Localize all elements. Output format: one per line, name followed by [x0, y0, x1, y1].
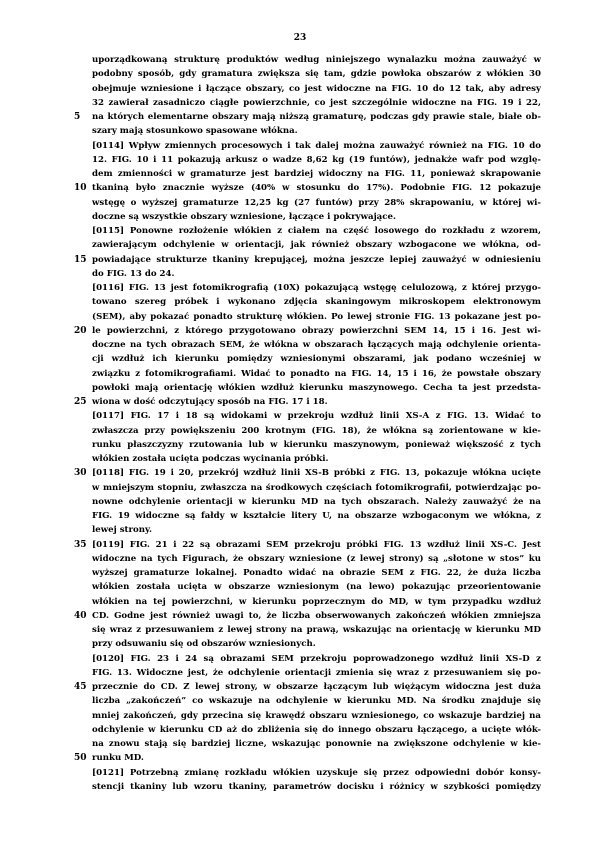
text-line: w mniejszym stopniu, zwłaszcza na środkowych częściach fotomikrografii, potwierdzając po-: [92, 482, 541, 493]
text-line: [0118] FIG. 19 i 20, przekrój wzdłuż linii XS-B próbki z FIG. 13, pokazuje włókna ucięte: [92, 468, 541, 479]
text-line: 32 zawierał zasadniczo ciągłe powierzchnie, co jest szczególnie widoczne na FIG. 19 i 22,: [92, 97, 541, 108]
text-line: wiona w dość odczytujący sposób na FIG. 17 i 18.: [92, 397, 328, 407]
text-line: [0116] FIG. 13 jest fotomikrografią (10X) pokazującą wstęgę celulozową, z której przygo-: [92, 283, 541, 293]
text-line: doczne na tych obrazach SEM, że włókna w obszarach łączących mają odchylenie orienta-: [92, 340, 541, 350]
line-number: 35: [74, 539, 87, 550]
line-number: 5: [74, 112, 81, 122]
text-line: CD. Godne jest również uwagi to, że liczba obserwowanych zakończeń włókien zmniejsza: [92, 610, 541, 621]
text-line: podobny sposób, gdy gramatura zwiększa się tam, gdzie powłoka obszarów z włókien 30: [92, 69, 541, 80]
text-line: towano szereg próbek i wykonano zdjęcia skaningowym mikroskopem elektronowym: [92, 297, 541, 308]
line-number: 20: [74, 325, 87, 336]
page-number: 23: [293, 33, 307, 43]
text-line: FIG. 19 widoczne są fałdy w kształcie litery U, na obszarze wzbogaconym we włókna, z: [92, 511, 541, 521]
text-line: mniej zakończeń, gdy przecina się krawędź obszaru wzniesionego, co wskazuje bardziej na: [92, 710, 541, 721]
text-line: widoczne na tych Figurach, że obszary wzniesione (z lewej strony) są „słotone w stos” ku: [92, 553, 541, 564]
text-line: runku płaszczyzny rzutowania lub w kierunku maszynowym, ponieważ większość z tych: [92, 439, 541, 450]
line-number: 15: [74, 254, 87, 265]
text-line: szary mają stosunkowo spasowane włókna.: [92, 126, 298, 137]
text-line: le powierzchni, z którego przygotowano obrazy powierzchni SEM 14, 15 i 16. Jest wi-: [92, 325, 541, 336]
text-line: uporządkowaną strukturę produktów według niniejszego wynalazku można zauważyć w: [92, 55, 541, 65]
text-line: zawierającym odchylenie w orientacji, jak również obszary wzbogacone we włókna, od-: [92, 240, 541, 251]
text-line: zwłaszcza przy powiększeniu 200 krotnym (FIG. 18), że włókna są zorientowane w kie-: [92, 425, 541, 436]
text-line: lewej strony.: [92, 525, 153, 536]
text-line: tkaniną było znacznie wyższe (40% w stosunku do 17%). Podobnie FIG. 12 pokazuje: [92, 183, 541, 194]
text-line: włókien na tej powierzchni, w kierunku poprzecznym do MD, w tym przypadku wzdłuż: [92, 596, 541, 607]
text-line: (SEM), aby pokazać ponadto strukturę włókien. Po lewej stronie FIG. 13 pokazane jest po-: [92, 311, 541, 322]
text-line: włókien została ucięta w obszarze wzniesionym (na lewo) pokazując przeorientowanie: [92, 582, 541, 593]
text-line: [0120] FIG. 23 i 24 są obrazami SEM przekroju poprowadzonego wzdłuż linii XS-D z: [92, 653, 541, 664]
text-line: przy odsuwaniu się od obszarów wzniesionych.: [92, 639, 316, 650]
text-line: powłoki mają orientację włókien wzdłuż kierunku maszynowego. Cecha ta jest przedsta-: [92, 382, 541, 393]
text-line: dem zmienności w gramaturze jest bardziej widoczny na FIG. 11, ponieważ skrapowanie: [92, 169, 541, 179]
line-number: 40: [74, 610, 87, 621]
text-line: się wraz z przesuwaniem z lewej strony na prawą, wskazując na orientację w kierunku MD: [92, 625, 541, 635]
text-line: na których elementarne obszary mają niższą gramaturę, podczas gdy prawie stale, białe ob-: [92, 112, 541, 122]
text-line: wstęgę o wyższej gramaturze 12,25 kg (27 funtów) przy 28% skrapowaniu, w której wi-: [92, 197, 541, 208]
text-line: włókien została ucięta podczas wycinania próbki.: [92, 454, 329, 464]
text-line: cji wzdłuż ich kierunku pomiędzy wzniesionymi obszarami, jak podano wcześniej w: [92, 354, 541, 365]
text-line: [0117] FIG. 17 i 18 są widokami w przekroju wzdłuż linii XS-A z FIG. 13. Widać to: [92, 411, 541, 422]
text-line: 12. FIG. 10 i 11 pokazują arkusz o wadze 8,62 kg (19 funtów), jednakże wafr pod wzglę-: [92, 154, 541, 165]
text-line: związku z fotomikrografiami. Widać to ponadto na FIG. 14, 15 i 16, że powstałe obszary: [92, 368, 541, 379]
document-body: [92, 53, 541, 794]
text-line: na znowu stają się bardziej liczne, wskazując ponownie na zwiększone odchylenie w kie-: [92, 739, 541, 749]
text-line: obejmuje wzniesione i łączące obszary, co jest widoczne na FIG. 10 do 12 tak, aby adresy: [92, 83, 541, 94]
text-line: wyższej gramaturze lokalnej. Ponadto widać na obrazie SEM z FIG. 22, że duża liczba: [92, 568, 541, 578]
text-line: [0115] Ponowne rozłożenie włókien z ciałem na część losowego do rozkładu z wzorem,: [92, 226, 541, 236]
text-line: do FIG. 13 do 24.: [92, 268, 175, 279]
line-number: 30: [74, 468, 87, 479]
text-line: odchylenie w kierunku CD aż do zbliżenia się do innego obszaru łączącego, a ucięte włók-: [92, 724, 541, 735]
line-number: 50: [74, 753, 87, 764]
text-line: FIG. 13. Widoczne jest, że odchylenie orientacji zmienia się wraz z przesuwaniem się po-: [92, 667, 541, 678]
text-line: przecznie do CD. Z lewej strony, w obszarze łączącym lub więżącym widoczna jest duża: [92, 682, 541, 692]
text-line: powiadające strukturze tkaniny krepującej, można jeszcze lepiej zauważyć w odniesieniu: [92, 254, 541, 265]
text-line: [0121] Potrzebną zmianę rozkładu włókien uzyskuje się przez odpowiedni dobór konsy-: [92, 767, 541, 778]
text-line: liczba „zakończeń” co wskazuje na odchylenie w kierunku MD. Na środku znajduje się: [92, 696, 541, 707]
text-line: [0119] FIG. 21 i 22 są obrazami SEM przekroju próbki FIG. 13 wzdłuż linii XS-C. Jest: [92, 539, 541, 550]
text-line: nowne odchylenie orientacji w kierunku MD na tych obszarach. Należy zauważyć że na: [92, 496, 541, 507]
line-number: 45: [74, 682, 87, 692]
text-line: stencji tkaniny lub wzoru tkaniny, parametrów docisku i różnicy w szybkości pomiędzy: [92, 781, 541, 792]
text-line: [0114] Wpływ zmiennych procesowych i tak dalej można zauważyć również na FIG. 10 do: [92, 140, 541, 151]
line-number: 10: [74, 183, 87, 194]
line-number: 25: [74, 397, 87, 407]
text-line: doczne są wszystkie obszary wzniesione, łączące i pokrywające.: [92, 211, 396, 222]
text-line: runku MD.: [92, 753, 144, 764]
